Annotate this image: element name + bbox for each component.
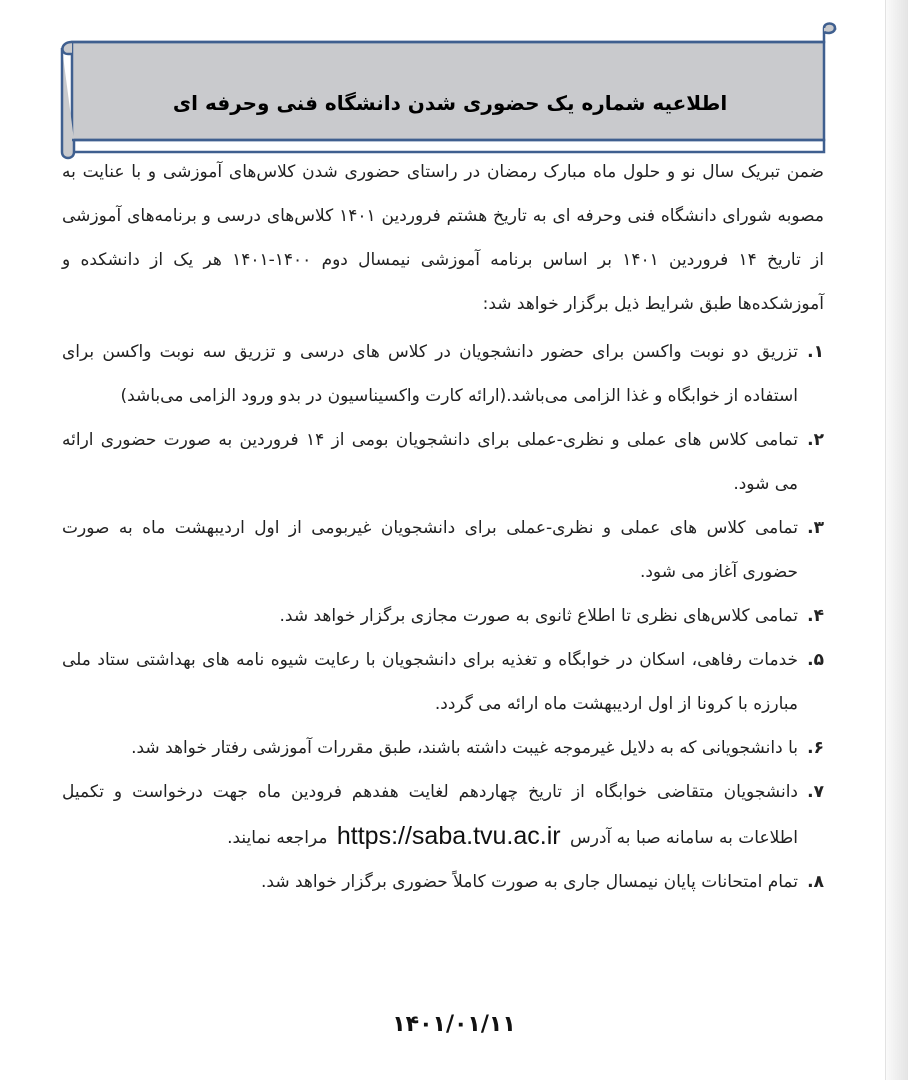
item-text: خدمات رفاهی، اسکان در خوابگاه و تغذیه برای دانشجویان با رعایت شیوه نامه های بهداشتی ستاد ملی مبارزه با کرونا از اول اردیبهشت ماه ارائه می گردد. bbox=[62, 650, 798, 714]
item-text: با دانشجویانی که به دلایل غیرموجه غیبت داشته باشند، طبق مقررات آموزشی رفتار خواهد شد. bbox=[131, 738, 798, 758]
item-number: ۱. bbox=[807, 342, 824, 362]
item-number: ۶. bbox=[807, 738, 824, 758]
item-text: تمامی کلاس های عملی و نظری-عملی برای دانشجویان غیربومی از اول اردیبهشت ماه به صورت حضوری آغاز می شود. bbox=[62, 518, 798, 582]
item-number: ۳. bbox=[807, 518, 824, 538]
list-item bbox=[62, 726, 824, 770]
item-number: ۷. bbox=[807, 782, 824, 802]
list-item bbox=[62, 594, 824, 638]
item-text-after-link: مراجعه نمایند. bbox=[227, 828, 328, 848]
item-number: ۸. bbox=[807, 872, 824, 892]
item-text: تزریق دو نوبت واکسن برای حضور دانشجویان در کلاس های درسی و تزریق سه نوبت واکسن برای استفاده از خوابگاه و غذا الزامی می‌باشد.(ارائه کارت واکسیناسیون در بدو ورود الزامی می‌باشد) bbox=[62, 342, 798, 406]
intro-paragraph: ضمن تبریک سال نو و حلول ماه مبارک رمضان در راستای حضوری شدن کلاس‌های آموزشی و با عنایت به مصوبه شورای دانشگاه فنی وحرفه ای به تاریخ هشتم فروردین ۱۴۰۱ کلاس‌های درسی و برنامه‌های آموزشی از تاریخ ۱۴ فروردین ۱۴۰۱ بر اساس برنامه آموزشی نیمسال دوم ۱۴۰۰-۱۴۰۱ هر یک از دانشکده و آموزشکده‌ها طبق شرایط ذیل برگزار خواهد شد: bbox=[62, 162, 825, 314]
item-number: ۵. bbox=[807, 650, 824, 670]
list-item bbox=[62, 418, 824, 506]
list-item bbox=[62, 638, 824, 726]
item-text-before-link: دانشجویان متقاضی خوابگاه از تاریخ چهاردهم لغایت هفدهم فرودین ماه جهت درخواست و تکمیل اطلاعات به سامانه صبا به آدرس bbox=[62, 782, 798, 848]
item-text: تمامی کلاس های عملی و نظری-عملی برای دانشجویان بومی از ۱۴ فروردین به صورت حضوری ارائه می شود. bbox=[62, 430, 798, 494]
list-item bbox=[62, 506, 824, 594]
list-item bbox=[62, 860, 824, 904]
item-text: تمامی کلاس‌های نظری تا اطلاع ثانوی به صورت مجازی برگزار خواهد شد. bbox=[279, 606, 798, 626]
announcement-date: ۱۴۰۱/۰۱/۱۱ bbox=[392, 1012, 516, 1037]
list-item bbox=[62, 330, 824, 418]
document-title: اطلاعیه شماره یک حضوری شدن دانشگاه فنی وحرفه ای bbox=[172, 91, 728, 115]
item-text: تمام امتحانات پایان نیمسال جاری به صورت کاملاً حضوری برگزار خواهد شد. bbox=[261, 872, 798, 892]
item-number: ۲. bbox=[807, 430, 824, 450]
saba-url-link[interactable]: https://saba.tvu.ac.ir bbox=[336, 822, 561, 850]
announcement-body bbox=[62, 150, 824, 904]
list-item bbox=[62, 770, 824, 860]
conditions-list bbox=[62, 330, 824, 904]
item-number: ۴. bbox=[807, 606, 824, 626]
page-edge bbox=[885, 0, 908, 1080]
item-text-with-link bbox=[62, 770, 798, 860]
title-banner bbox=[60, 20, 840, 162]
